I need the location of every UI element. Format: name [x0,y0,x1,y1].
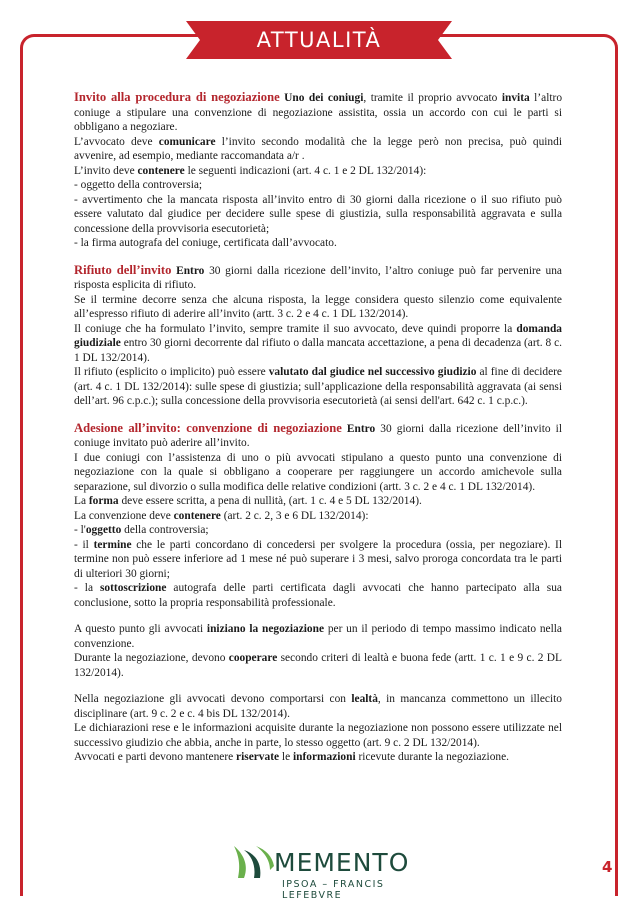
s3-paragraph: La convenzione deve contenere (art. 2 c. 2, 3 e 6 DL 132/2014): [74,509,369,522]
s5-paragraph: Nella negoziazione gli avvocati devono comportarsi con lealtà, in mancanza commettono un illecito disciplinare (art. 9 c. 2 e c. 4 bis DL 132/2014). [74,693,562,720]
article-body [74,90,562,765]
s2-paragraph: Il rifiuto (esplicito o implicito) può essere valutato dal giudice nel successivo giudizio al fine di decidere (art. 4 c. 1 DL 132/2014): sulle spese di giustizia; sull’applicazione della responsabilità aggravata (ai sensi dell’art. 96 c.p.c.); sulla concessione della provvisoria esecutorietà (ai sensi dell'art. 642 c. 1 c.p.c.). [74,366,562,407]
s3-paragraph: La forma deve essere scritta, a pena di nullità, (art. 1 c. 4 e 5 DL 132/2014). [74,495,422,507]
s3-paragraph: I due coniugi con l’assistenza di uno o più avvocati stipulano a questo punto una convenzione di negoziazione con la quale si obbligano a cooperare per raggiungere un accordo amichevole sulla separazione, sul divorzio o sulla modifica delle relative condizioni (artt. 3 c. 2 e 4 c. 1 DL 132/2014). [74,451,562,493]
s4-paragraph: Durante la negoziazione, devono cooperare secondo criteri di lealtà e buona fede (artt. 1 c. 1 e 9 c. 2 DL 132/2014). [74,652,562,679]
s2-paragraph: Se il termine decorre senza che alcuna risposta, la legge considera questo silenzio come equivalente all’espresso rifiuto di aderire all’invito (artt. 3 c. 2 e 4 c. 1 DL 132/2014). [74,293,562,320]
s2-lead: Rifiuto dell’invito Entro 30 giorni dalla ricezione dell’invito, l’altro coniuge può far pervenire una risposta esplicita di rifiuto. [74,262,562,291]
s4-paragraph: A questo punto gli avvocati iniziano la negoziazione per un il periodo di tempo massimo indicato nella convenzione. [74,623,562,650]
s2-paragraph: Il coniuge che ha formulato l’invito, sempre tramite il suo avvocato, deve quindi proporre la domanda giudiziale entro 30 giorni decorrente dal rifiuto o dalla mancata accettazione, a pena di decadenza (art. 8 c. 1 DL 132/2014). [74,322,562,364]
memento-logo [230,842,430,901]
memento-leaf-icon [230,842,274,882]
s1-paragraph: L’invito deve contenere le seguenti indicazioni (art. 4 c. 1 e 2 DL 132/2014): [74,164,427,177]
list-item: - avvertimento che la mancata risposta all’invito entro di 30 giorni dalla ricezione o il suo rifiuto può essere valutato dal giudice per decidere sulle spese di giustizia, sulla responsabilità aggravata e sulla concessione della provvisoria esecutorietà; [74,193,562,235]
page-number: 4 [602,858,613,876]
s2-heading: Rifiuto dell’invito [74,262,172,277]
s5-paragraph: Le dichiarazioni rese e le informazioni acquisite durante la negoziazione non possono essere utilizzate nel successivo giudizio che abbia, anche in parte, lo stesso oggetto (art. 9 c. 2 DL 132/2014). [74,722,562,749]
s3-heading: Adesione all’invito: convenzione di negoziazione [74,420,342,435]
list-item: - la firma autografa del coniuge, certificata dall’avvocato. [74,237,337,249]
list-item: - il termine che le parti concordano di concedersi per svolgere la procedura (ossia, per negoziare). Il termine non può essere inferiore ad 1 mese né può superare i 3 mesi, salvo proroga concordata tra le parti di ulteriori 30 giorni; [74,538,562,580]
logo-name: MEMENTO [274,848,410,877]
list-item: - la sottoscrizione autografa delle parti certificata dagli avvocati che hanno partecipato alla sua conclusione, sotto la propria responsabilità professionale. [74,582,562,609]
list-item: - oggetto della controversia; [74,179,203,191]
list-item: - l'oggetto della controversia; [74,524,209,536]
s5-paragraph: Avvocati e parti devono mantenere riservate le informazioni ricevute durante la negoziazione. [74,751,510,763]
s1-heading: Invito alla procedura di negoziazione [74,90,280,104]
section-title: ATTUALITÀ [256,28,382,52]
s1-lead: Invito alla procedura di negoziazione Uno dei coniugi, tramite il proprio avvocato invita l’altro coniuge a stipulare una convenzione di negoziazione assistita, ossia un accordo con cui le parti si obbligano a negoziare. [74,90,563,133]
s3-lead: Adesione all’invito: convenzione di negoziazione Entro 30 giorni dalla ricezione dell’invito il coniuge invitato può aderire all’invito. [74,420,562,449]
logo-subtitle: IPSOA – FRANCIS LEFEBVRE [282,879,385,901]
s1-paragraph: L’avvocato deve comunicare l’invito secondo modalità che la legge però non precisa, può quindi avvenire, ad esempio, mediante raccomandata a/r . [74,135,562,162]
